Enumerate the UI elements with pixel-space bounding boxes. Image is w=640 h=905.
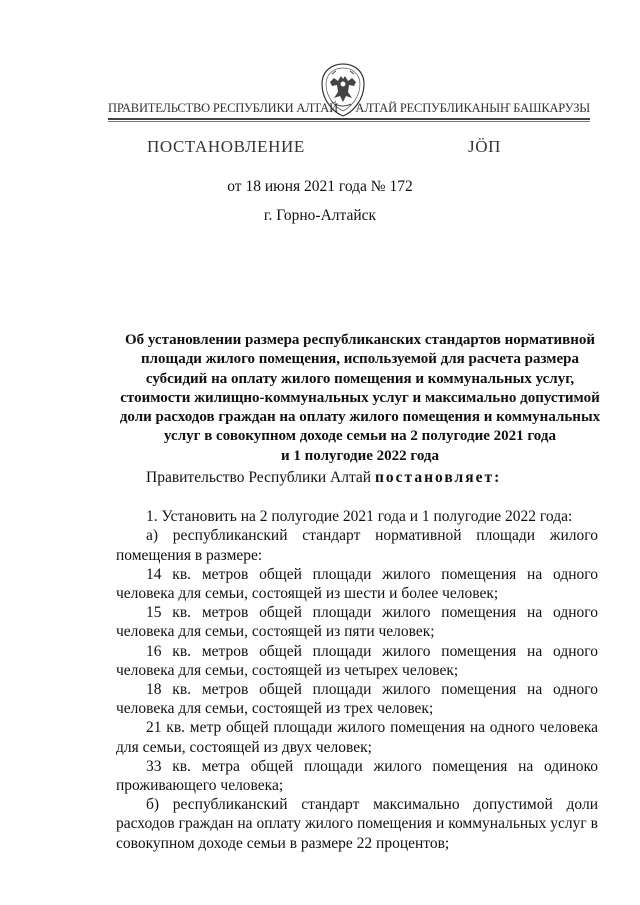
title-line: субсидий на оплату жилого помещения и коммунальных услуг, [145,370,575,387]
paragraph: а) республиканский стандарт нормативной площади жилого помещения в размере: [116,527,598,564]
paragraph: б) республиканский стандарт максимально допустимой доли расходов граждан на оплату жилого помещения и коммунальных услуг в совокупном доходе семьи в размере 22 процентов; [116,796,598,852]
title-line: услуг в совокупном доходе семьи на 2 полугодие 2021 года [164,428,556,445]
title-line: доли расходов граждан на оплату жилого помещения и коммунальных [119,409,601,426]
header-rule-thick [108,118,590,120]
paragraph: 16 кв. метров общей площади жилого помещения на одного человека для семьи, состоящей из четырех человек; [116,642,598,679]
paragraph: 21 кв. метр общей площади жилого помещения на одного человека для семьи, состоящей из двух человек; [116,719,598,756]
decree-city: г. Горно-Алтайск [263,207,377,224]
document-title [100,331,620,466]
header-right-alt: АЛТАЙ РЕСПУБЛИКАНЫҤ БАШКАРУЗЫ [355,101,590,115]
preamble-lead: Правительство Республики Алтай [146,469,375,486]
preamble [146,468,598,487]
header-left-ru: ПРАВИТЕЛЬСТВО РЕСПУБЛИКИ АЛТАЙ [108,101,338,115]
title-line: стоимости жилищно-коммунальных услуг и максимально допустимой [120,389,600,406]
paragraph: 1. Установить на 2 полугодие 2021 года и 1 полугодие 2022 года: [146,508,573,526]
title-line: и 1 полугодие 2022 года [281,447,439,464]
decree-date-number: от 18 июня 2021 года № 172 [227,178,413,195]
paragraph: 18 кв. метров общей площади жилого помещения на одного человека для семьи, состоящей из трех человек; [116,681,598,718]
paragraph: 33 кв. метра общей площади жилого помещения на одиноко проживающего человека; [116,757,598,795]
title-line: площади жилого помещения, используемой для расчета размера [140,351,580,368]
decree-type-ru: ПОСТАНОВЛЕНИЕ [147,137,305,156]
decree-type-alt: ЈӦП [468,137,501,156]
preamble-verb: постановляет: [374,469,502,486]
paragraph: 15 кв. метров общей площади жилого помещения на одного человека для семьи, состоящей из пяти человек; [116,604,598,641]
title-line: Об установлении размера республиканских стандартов нормативной [124,332,596,348]
paragraph: 14 кв. метров общей площади жилого помещения на одного человека для семьи, состоящей из шести и более человек; [116,565,598,603]
government-header [108,101,590,116]
document-body [116,468,598,853]
header-rule-thin [108,121,590,122]
